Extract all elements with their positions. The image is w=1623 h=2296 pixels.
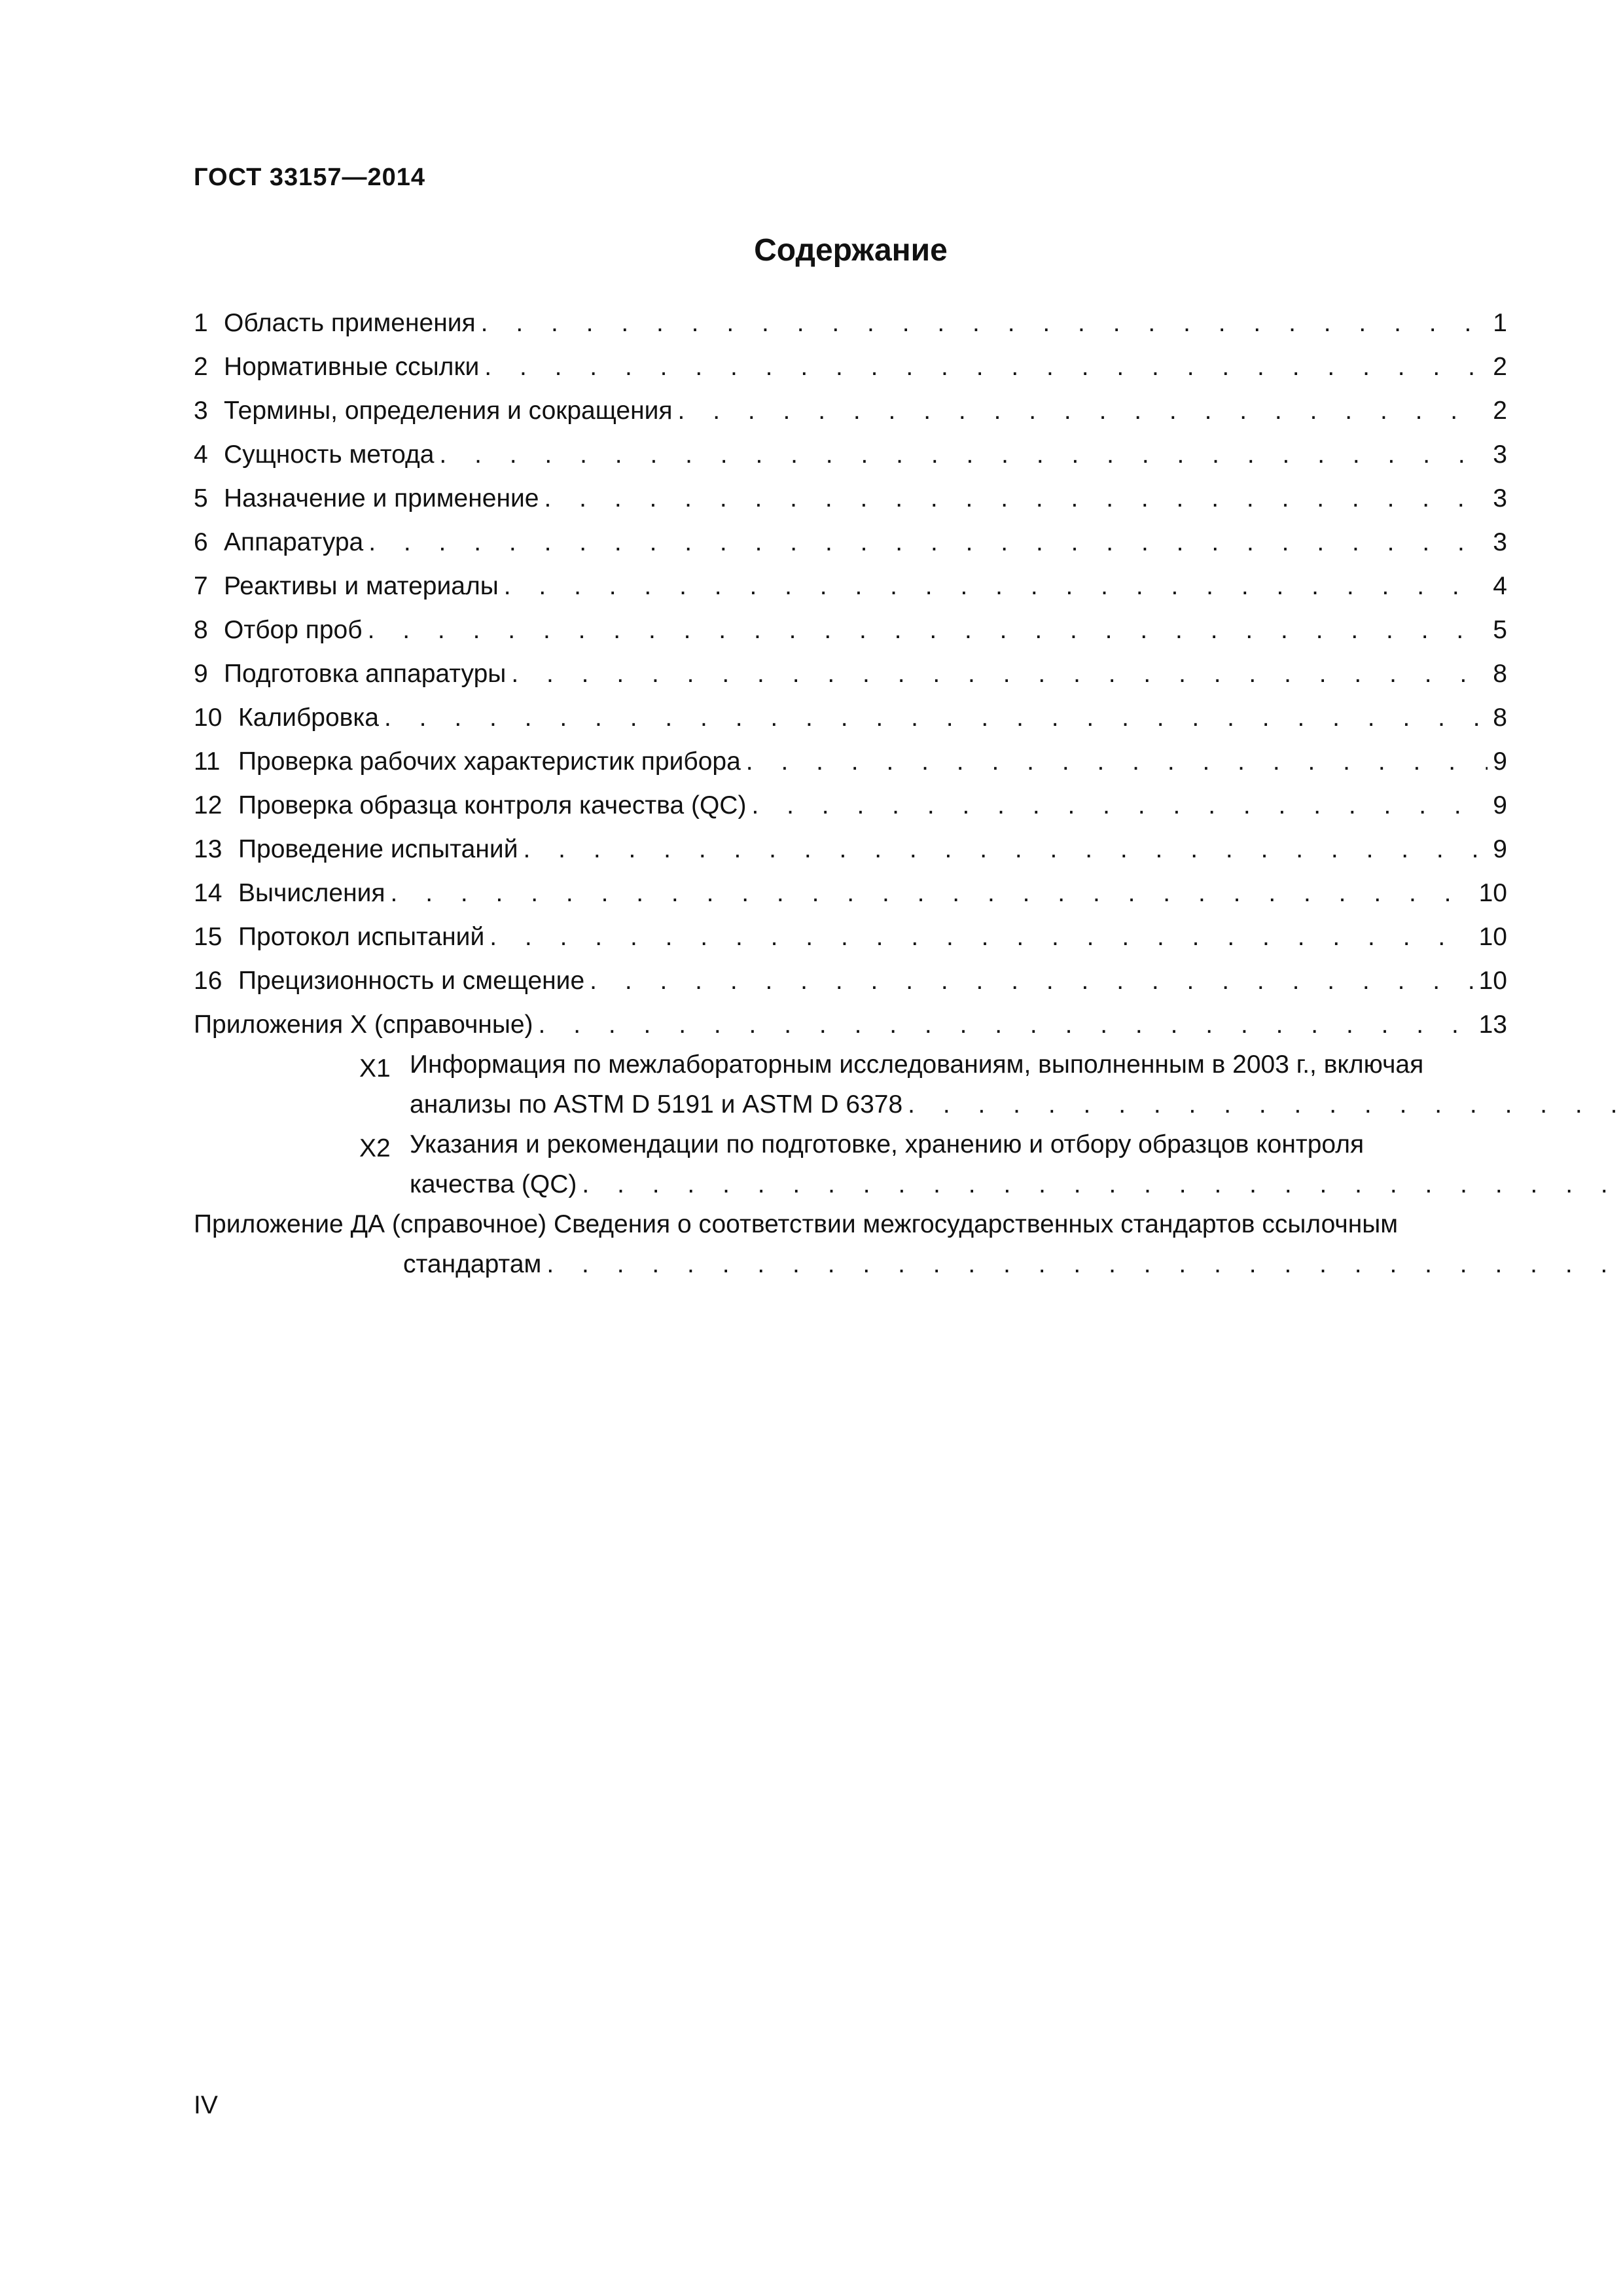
leader-dots <box>678 389 1488 433</box>
toc-entry[interactable] <box>194 345 1507 389</box>
toc-entry-page: 9 <box>1493 791 1507 819</box>
toc-entry[interactable] <box>194 740 1507 783</box>
toc-entry-title: Аппаратура <box>224 528 364 556</box>
toc-entry[interactable] <box>194 389 1507 433</box>
toc-entry-title: Вычисления <box>238 879 385 907</box>
toc-entry[interactable] <box>194 696 1507 740</box>
toc-appendix-x[interactable] <box>194 1003 1507 1047</box>
toc-entry-page: 10 <box>1478 879 1507 907</box>
toc-entry-title: Прецизионность и смещение <box>238 967 585 995</box>
toc-entry-page: 1 <box>1493 309 1507 337</box>
toc-entry-page: 5 <box>1493 616 1507 644</box>
toc-entry-number: 6 <box>194 528 208 556</box>
toc-entry[interactable] <box>194 827 1507 871</box>
toc-entry-number: 10 <box>194 704 223 732</box>
toc-entry-title: Назначение и применение <box>224 484 539 512</box>
leader-dots <box>504 564 1488 608</box>
toc-entry-title: Нормативные ссылки <box>224 353 480 381</box>
document-code: ГОСТ 33157—2014 <box>194 164 426 191</box>
appendix-title-line: Указания и рекомендации по подготовке, хранению и отбору образцов контроля <box>410 1130 1364 1158</box>
toc-entry-number: 4 <box>194 440 208 469</box>
leader-dots <box>368 608 1488 652</box>
leader-dots <box>582 1162 1623 1206</box>
leader-dots <box>368 520 1488 564</box>
page-number: IV <box>194 2091 218 2119</box>
leader-dots <box>481 301 1488 345</box>
toc-entry-number: 8 <box>194 616 208 644</box>
toc-entry-title: Калибровка <box>238 704 379 732</box>
toc-entry[interactable] <box>194 301 1507 345</box>
toc-entry[interactable] <box>194 915 1507 959</box>
leader-dots <box>490 915 1473 959</box>
toc-entry-number: 9 <box>194 660 208 688</box>
toc-entry-page: 4 <box>1493 572 1507 600</box>
toc-entry-number: 1 <box>194 309 208 337</box>
leader-dots <box>539 1003 1474 1047</box>
toc-entry-title: Отбор проб <box>224 616 363 644</box>
toc-entry-title: Проведение испытаний <box>238 835 518 863</box>
toc-entry-title: Протокол испытаний <box>238 923 485 951</box>
appendix-label: X1 <box>359 1054 391 1083</box>
toc-entry-page: 10 <box>1478 967 1507 995</box>
table-of-contents <box>194 301 1507 1286</box>
toc-entry-page: 3 <box>1493 484 1507 512</box>
toc-entry[interactable] <box>194 476 1507 520</box>
leader-dots <box>523 827 1488 871</box>
toc-entry-page: 9 <box>1493 835 1507 863</box>
leader-dots <box>439 433 1488 476</box>
toc-entry-number: 5 <box>194 484 208 512</box>
toc-entry-page: 8 <box>1493 660 1507 688</box>
toc-entry-title: Сущность метода <box>224 440 435 469</box>
toc-entry-page: 2 <box>1493 397 1507 425</box>
leader-dots <box>546 1242 1623 1286</box>
toc-entry-number: 12 <box>194 791 223 819</box>
toc-entry-title: Подготовка аппаратуры <box>224 660 507 688</box>
toc-entry-page: 8 <box>1493 704 1507 732</box>
toc-entry-title: Реактивы и материалы <box>224 572 499 600</box>
toc-entry-title: Область применения <box>224 309 476 337</box>
toc-entry-number: 3 <box>194 397 208 425</box>
toc-appendix-x1[interactable] <box>194 1047 1507 1126</box>
toc-entry[interactable] <box>194 520 1507 564</box>
leader-dots <box>384 696 1488 740</box>
toc-entry-page: 9 <box>1493 747 1507 776</box>
toc-entry-page: 3 <box>1493 440 1507 469</box>
leader-dots <box>746 740 1488 783</box>
toc-entry[interactable] <box>194 959 1507 1003</box>
toc-entry[interactable] <box>194 871 1507 915</box>
toc-entry-number: 16 <box>194 967 223 995</box>
toc-entry-number: 15 <box>194 923 223 951</box>
toc-entry-number: 14 <box>194 879 223 907</box>
appendix-label: X2 <box>359 1134 391 1162</box>
appendix-title-line: Информация по межлабораторным исследованиям, выполненным в 2003 г., включая <box>410 1050 1424 1079</box>
toc-entry-number: 13 <box>194 835 223 863</box>
toc-entry-title: Проверка рабочих характеристик прибора <box>238 747 741 776</box>
leader-dots <box>484 345 1488 389</box>
toc-entry-title: Проверка образца контроля качества (QC) <box>238 791 747 819</box>
toc-title: Содержание <box>754 233 948 268</box>
toc-entry[interactable] <box>194 564 1507 608</box>
leader-dots <box>590 959 1473 1003</box>
leader-dots <box>751 783 1488 827</box>
leader-dots <box>544 476 1488 520</box>
appendix-x-title: Приложения X (справочные) <box>194 1011 533 1039</box>
appendix-title-line: анализы по ASTM D 5191 и ASTM D 6378 <box>410 1090 903 1119</box>
toc-entry-number: 2 <box>194 353 208 381</box>
toc-entry-number: 7 <box>194 572 208 600</box>
toc-entry-title: Термины, определения и сокращения <box>224 397 673 425</box>
toc-entry-page: 3 <box>1493 528 1507 556</box>
leader-dots <box>391 871 1474 915</box>
appendix-da-title-line: стандартам <box>403 1250 542 1278</box>
appendix-title-line: качества (QC) <box>410 1170 577 1198</box>
toc-entry-number: 11 <box>194 747 221 776</box>
toc-entry-page: 10 <box>1478 923 1507 951</box>
toc-entry[interactable] <box>194 608 1507 652</box>
leader-dots <box>511 652 1488 696</box>
toc-entry-page: 2 <box>1493 353 1507 381</box>
toc-entry[interactable] <box>194 783 1507 827</box>
toc-appendix-da[interactable] <box>194 1206 1507 1286</box>
appendix-da-title-line: Приложение ДА (справочное) Сведения о соответствии межгосударственных стандартов ссылочным <box>194 1210 1399 1238</box>
toc-entry[interactable] <box>194 433 1507 476</box>
toc-entry[interactable] <box>194 652 1507 696</box>
appendix-x-page: 13 <box>1478 1011 1507 1039</box>
toc-appendix-x2[interactable] <box>194 1126 1507 1206</box>
leader-dots <box>908 1083 1623 1126</box>
